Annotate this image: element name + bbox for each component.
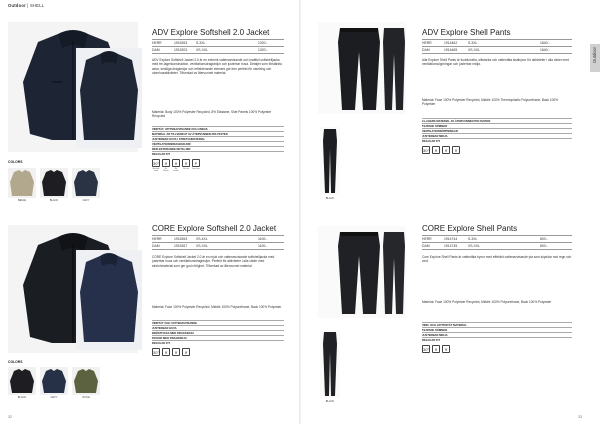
- color-swatch-beige[interactable]: [8, 168, 36, 198]
- page-gutter: [299, 0, 301, 424]
- feature-item: JUSTERBAR MIDJA: [422, 133, 572, 138]
- feature-item: REGULAR FIT: [422, 138, 572, 143]
- feature-item: MATERIAL ÄR TILLVERKAT AV ÅTERVUNNEN POLYESTER: [152, 131, 284, 136]
- divider: [422, 53, 572, 54]
- divider: [152, 249, 284, 250]
- article-row-dam: DAM 1914745 XS-XXL 800:-: [422, 244, 548, 248]
- no-bleach-icon: ✕: [162, 159, 170, 167]
- divider: [422, 235, 572, 236]
- color-name: BLACK: [17, 396, 27, 399]
- page-number-right: 33: [578, 415, 582, 419]
- feature-item: REGULAR FIT: [422, 337, 572, 342]
- no-bleach-icon: ✕: [432, 345, 440, 353]
- color-swatch-black[interactable]: [40, 168, 68, 198]
- article-row-dam: DAM 1915267 XS-XXL 1100:-: [152, 244, 268, 248]
- feature-item: REGULAR FIT: [152, 340, 284, 345]
- color-name: BLACK: [325, 197, 335, 200]
- product-material: Material: Face 100% Polyester Recycled, Middle 100% Polyurethane, Back 100% Polyester: [152, 305, 282, 309]
- feature-item: JUSTERBAR MIDJA: [422, 332, 572, 337]
- divider: [422, 39, 572, 40]
- divider: [422, 249, 572, 250]
- pants-side-photo-adv: [320, 127, 340, 195]
- color-swatch-navy[interactable]: [40, 367, 68, 395]
- page-number-left: 32: [8, 415, 12, 419]
- product-description: Core Explore Shell Pants är vattentäta byxor med effektivt vattenavvisande yta som skyddar mot regn och vind.: [422, 255, 572, 264]
- pants-back-photo-core: [382, 226, 406, 318]
- no-iron-icon: ✕: [182, 159, 190, 167]
- wash-30-icon: 30°: [423, 347, 430, 352]
- color-name: BLACK: [49, 199, 59, 202]
- color-name: NAVY: [50, 396, 58, 399]
- side-tab[interactable]: Outdoor: [590, 44, 600, 72]
- article-row-herr: HERR 1914462 S-3XL 1640:-: [422, 41, 550, 45]
- feature-item: TEJPADE SÖMMAR: [422, 327, 572, 332]
- color-swatch-black[interactable]: [8, 367, 36, 395]
- product-description: Alla Explore Shell Pants är funktionella, slitstarka och vattentäta skalbyxor för aktiviteter i alla väder med ventilationsöppningar och justerbar midja.: [422, 58, 569, 67]
- article-row-dam: DAM 1914465 XS-XXL 1640:-: [422, 48, 550, 52]
- color-name: NAVY: [82, 199, 90, 202]
- care-icons: [422, 345, 450, 353]
- jacket-back-photo-adv: [76, 48, 142, 148]
- color-name: BLACK: [325, 400, 335, 403]
- article-row-dam: DAM 1915203 XS-XXL 1320:-: [152, 48, 268, 52]
- no-bleach-icon: ✕: [432, 146, 440, 154]
- no-tumble-dry-icon: ✕: [442, 146, 450, 154]
- feature-item: VIND- OCH VATTENTÄT MATERIAL: [422, 322, 572, 327]
- article-row-herr: HERR 1915263 XS-4XL 1100:-: [152, 237, 268, 241]
- color-swatch-olive[interactable]: [72, 367, 100, 395]
- feature-item: VINDTÄT, VATTENAVVISANDE OCH ANDAS: [152, 126, 284, 131]
- section-header: Outdoor | SHELL: [8, 3, 45, 8]
- divider: [152, 242, 284, 243]
- colors-label: COLORS: [8, 160, 23, 164]
- color-name: BEIGE: [18, 199, 26, 202]
- product-material: Material: Face 100% Polyester Recycled, Middle 100% Thermoplastic Polyurethane, Back 100% Polyester: [422, 98, 559, 107]
- care-icons: [152, 159, 200, 167]
- no-tumble-dry-icon: ✕: [442, 345, 450, 353]
- feature-item: VENTILATIONSDRAGKEDJOR: [152, 141, 284, 146]
- feature-item: REFLEKTERANDE DETALJER: [152, 146, 284, 151]
- no-iron-icon: ✕: [452, 146, 460, 154]
- feature-item: FICKOR MED DRAGKEDJA: [152, 335, 284, 340]
- feature-item: JUSTERBAR HUVA: [152, 325, 284, 330]
- article-row-herr: HERR 1915263 S-3XL 1320:-: [152, 41, 268, 45]
- no-iron-icon: ✕: [182, 348, 190, 356]
- divider: [152, 53, 284, 54]
- divider: [152, 39, 284, 40]
- product-title-core-pants: CORE Explore Shell Pants: [422, 224, 518, 233]
- color-name: OLIVE: [82, 396, 90, 399]
- feature-item: 2-LAGERS MATERIAL AV ÅTERVUNNEN POLYESTER: [422, 118, 572, 123]
- article-row-herr: HERR 1914744 S-3XL 800:-: [422, 237, 548, 241]
- product-description: ADV Explore Softshell Jacket 2.0 är en extremt vattenavvisande och kraftfull softshelljacka med tre-lagerkonstruktion, ventilationsdragkedjor och justerbar huva. Detaljer som förstärkta axlar, smidiga dragkedjor och reflekterande element gör den perfekt för vandring och utomhusaktiviteter. Tillverkad av återvunnet material.: [152, 58, 282, 75]
- feature-item: TEJPADE SÖMMAR: [422, 123, 572, 128]
- wash-30-icon: 30°: [153, 350, 160, 355]
- wash-30-icon: 30°: [423, 148, 430, 153]
- divider: [422, 46, 572, 47]
- feature-item: JUSTERBAR HUVA I STRETCHMATERIAL: [152, 136, 284, 141]
- product-title-core-jacket: CORE Explore Softshell 2.0 Jacket: [152, 224, 277, 233]
- feature-item: REGULAR FIT: [152, 151, 284, 156]
- product-material: Material: Body 100% Polyester Recycled, 8% Elastane, Side Panels 100% Polyester Recycled: [152, 110, 272, 119]
- color-swatch-navy[interactable]: [72, 168, 100, 198]
- pants-side-photo-core: [320, 330, 340, 398]
- care-captions: Machine wash No bleach No tumble No iron Dry clean: [152, 168, 200, 172]
- product-title-adv-jacket: ADV Explore Softshell 2.0 Jacket: [152, 28, 270, 37]
- pants-back-photo-adv: [382, 22, 406, 114]
- no-bleach-icon: ✕: [162, 348, 170, 356]
- care-icons: [422, 146, 460, 154]
- wash-30-icon: 30°: [153, 161, 160, 166]
- feature-item: BRÖSTFICKA MED DRAGKEDJA: [152, 330, 284, 335]
- no-tumble-dry-icon: ✕: [172, 348, 180, 356]
- care-icons: [152, 348, 190, 356]
- divider: [152, 46, 284, 47]
- dry-clean-icon: P: [192, 159, 200, 167]
- feature-item: VINDTÄT OCH VATTENAVVISANDE: [152, 320, 284, 325]
- product-title-adv-pants: ADV Explore Shell Pants: [422, 28, 511, 37]
- colors-label: COLORS: [8, 360, 23, 364]
- jacket-back-photo-core: [76, 250, 142, 350]
- divider: [152, 235, 284, 236]
- feature-item: VENTILATIONSÖPPNINGAR: [422, 128, 572, 133]
- divider: [422, 242, 572, 243]
- product-description: CORE Explore Softshell Jacket 2.0 är en mjuk och vattenavvisande softshelljacka med justerbar huva och ventilationsdragkedjor. Perfekt för aktiviteter i alla väder med stretchmaterial som ger god rörlighet. Tillverkad av återvunnet material.: [152, 255, 275, 268]
- product-material: Material: Face 100% Polyester Recycled, Middle 100% Polyurethane, Back 100% Polyester: [422, 300, 552, 304]
- no-tumble-dry-icon: ✕: [172, 159, 180, 167]
